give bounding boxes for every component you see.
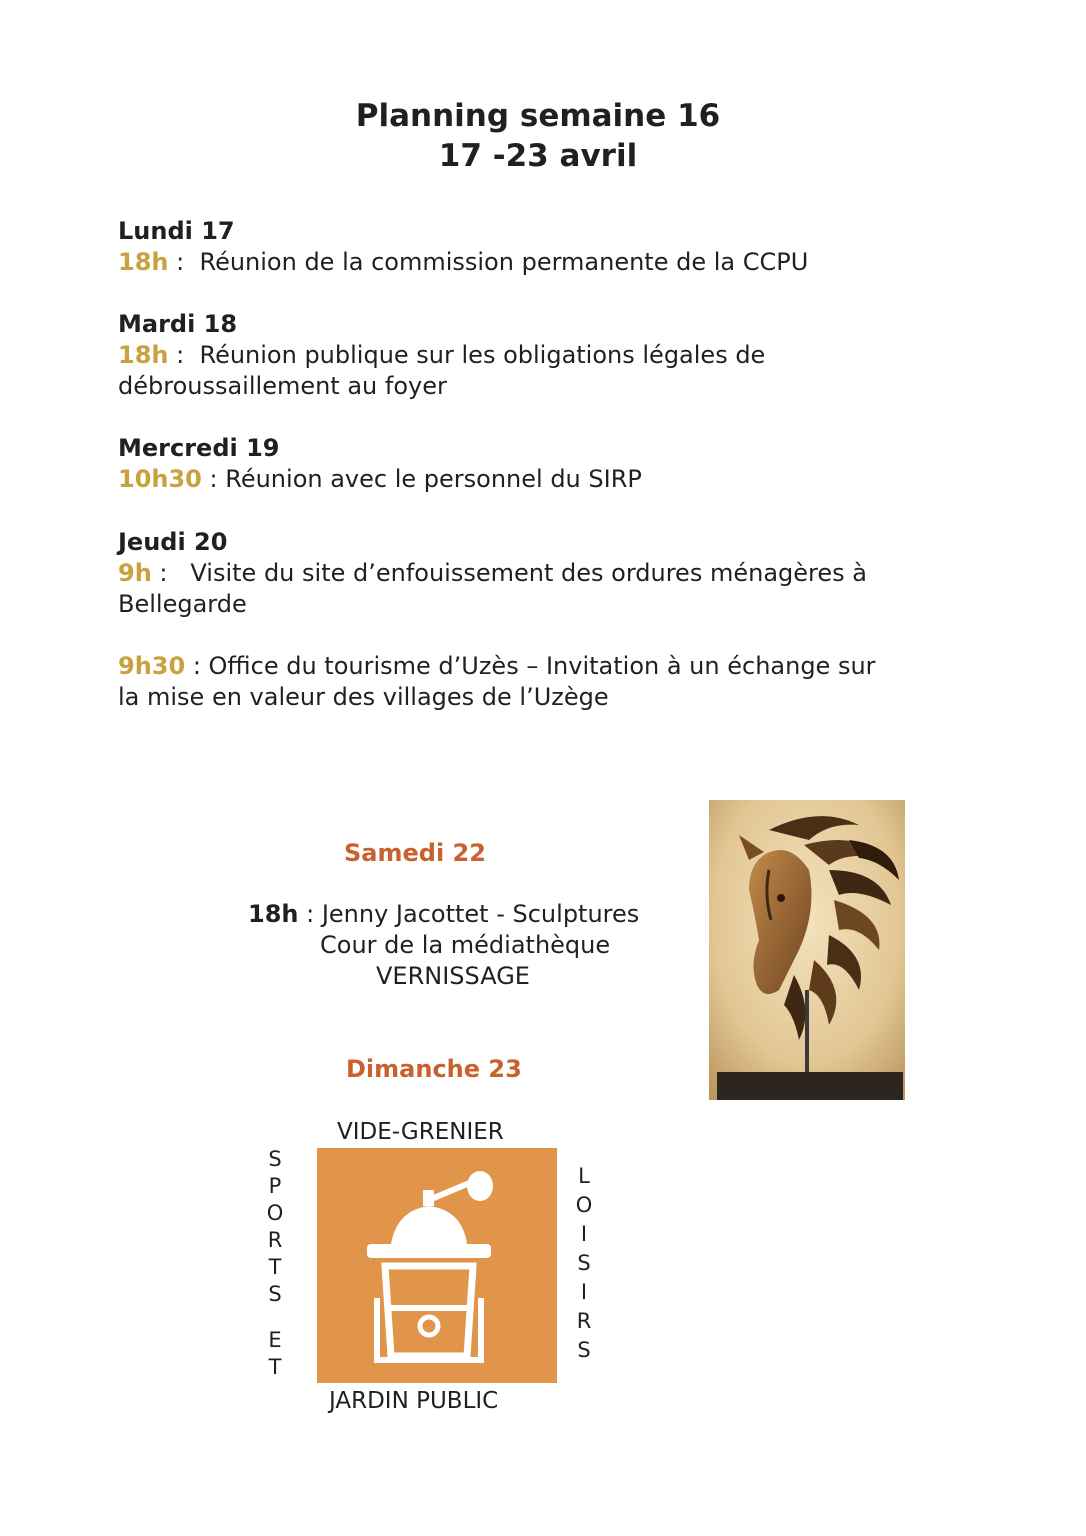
event-tuesday: [118, 340, 765, 371]
poster-top-label: VIDE-GRENIER: [337, 1119, 504, 1145]
letter: R: [576, 1309, 592, 1333]
day-heading-monday: Lundi 17: [118, 217, 235, 245]
event-text: Réunion publique sur les obligations légales de: [199, 341, 766, 369]
separator: :: [201, 465, 226, 493]
separator: :: [168, 248, 200, 276]
horse-head-sculpture-image: [709, 800, 905, 1100]
separator: :: [298, 900, 322, 928]
event-thursday-2-line2: la mise en valeur des villages de l’Uzège: [118, 683, 609, 711]
letter: O: [266, 1201, 284, 1225]
day-heading-sunday: Dimanche 23: [346, 1055, 522, 1083]
event-time: 10h30: [118, 465, 202, 493]
event-time: 9h30: [118, 652, 186, 680]
letter: E: [268, 1328, 282, 1352]
event-thursday-1: [118, 558, 867, 589]
event-text: Jenny Jacottet - Sculptures: [321, 900, 640, 928]
event-text: Réunion de la commission permanente de la CCPU: [199, 248, 809, 276]
letter: I: [580, 1280, 588, 1304]
letter: S: [577, 1338, 591, 1362]
event-thursday-1-line2: Bellegarde: [118, 590, 247, 618]
letter: T: [268, 1255, 282, 1279]
separator: :: [168, 341, 200, 369]
letter: S: [268, 1282, 282, 1306]
separator: :: [151, 559, 191, 587]
letter: P: [268, 1174, 282, 1198]
event-saturday-line3: VERNISSAGE: [376, 962, 530, 990]
day-heading-wednesday: Mercredi 19: [118, 434, 280, 462]
event-thursday-2: [118, 651, 876, 682]
letter: S: [577, 1251, 591, 1275]
page-title-line2: 17 -23 avril: [438, 138, 638, 174]
separator: :: [185, 652, 209, 680]
event-saturday: [248, 899, 639, 930]
poster-bottom-label: JARDIN PUBLIC: [329, 1388, 499, 1414]
event-text: Office du tourisme d’Uzès – Invitation à un échange sur: [208, 652, 876, 680]
event-text: Réunion avec le personnel du SIRP: [225, 465, 642, 493]
coffee-grinder-icon: [317, 1148, 557, 1383]
letter: O: [575, 1193, 593, 1217]
page-title-line1: Planning semaine 16: [355, 98, 721, 134]
poster-left-label: [262, 1146, 288, 1381]
letter: L: [578, 1164, 590, 1188]
event-saturday-line2: Cour de la médiathèque: [320, 931, 611, 959]
event-wednesday: [118, 464, 642, 495]
event-time: 9h: [118, 559, 152, 587]
poster-right-label: [571, 1162, 597, 1365]
letter: R: [267, 1228, 283, 1252]
event-time: 18h: [118, 248, 169, 276]
letter: I: [580, 1222, 588, 1246]
day-heading-thursday: Jeudi 20: [118, 528, 228, 556]
event-time: 18h: [118, 341, 169, 369]
event-text: Visite du site d’enfouissement des ordures ménagères à: [190, 559, 867, 587]
event-tuesday-line2: débroussaillement au foyer: [118, 372, 447, 400]
day-heading-tuesday: Mardi 18: [118, 310, 238, 338]
event-time: 18h: [248, 900, 299, 928]
day-heading-saturday: Samedi 22: [344, 839, 486, 867]
event-monday: [118, 247, 808, 278]
letter: T: [268, 1355, 282, 1379]
vide-grenier-poster: [317, 1148, 557, 1383]
letter: S: [268, 1147, 282, 1171]
